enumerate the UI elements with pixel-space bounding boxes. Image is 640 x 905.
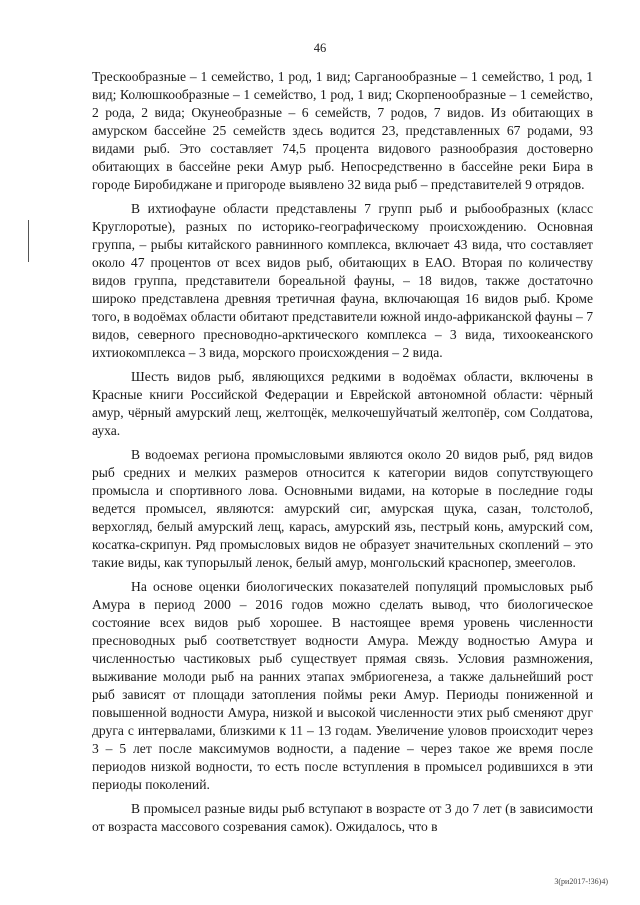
margin-mark: [28, 220, 29, 262]
paragraph-ichthyofauna-groups: В ихтиофауне области представлены 7 групп рыб и рыбообразных (класс Круглоротые), разных по историко-географическому происхождению. Основная группа, – рыбы китайского равнинного комплекса, включает 43 вида, что составляет около 47 процентов от всех видов рыб, обитающих в ЕАО. Вторая по количеству видов группа, представители бореальной фауны, – 18 видов, также достаточно широко представлена древняя третичная фауна, включающая 16 видов рыб. Кроме того, в водоёмах области обитают представители южной индо-африканской фауны – 7 видов, северного пресноводно-арктического комплекса – 3 вида, тихоокеанского ихтиокомплекса – 3 вида, морского происхождения – 2 вида.: [92, 201, 593, 360]
paragraph-fish-orders: Трескообразные – 1 семейство, 1 род, 1 вид; Сарганообразные – 1 семейство, 1 род, 1 вид; Колюшкообразные – 1 семейство, 1 род, 1 вид; Скорпенообразные – 1 семейство, 2 рода, 2 вида; Окунеобразные – 6 семейств, 7 родов, 7 видов. Из обитающих в амурском бассейне 25 семейств здесь водится 23, представленных 67 родами, 93 видами рыб. Это составляет 74,5 процента видового разнообразия достоверно обитающих в бассейне реки Амур рыб. Непосредственно в бассейне реки Бира в городе Биробиджане и пригороде выявлено 32 вида рыб – представителей 9 отрядов.: [92, 69, 593, 192]
paragraph-fishing-age: В промысел разные виды рыб вступают в возрасте от 3 до 7 лет (в зависимости от возраста массового созревания самок). Ожидалось, что в: [92, 801, 593, 834]
page-number: 46: [313, 41, 327, 55]
footer-document-code: 3(ри2017-!36)4): [554, 877, 608, 886]
document-body: [92, 68, 593, 842]
paragraph-rare-species: Шесть видов рыб, являющихся редкими в водоёмах области, включены в Красные книги Российской Федерации и Еврейской автономной области: чёрный амур, чёрный амурский лещ, желтощёк, мелкочешуйчатый желтопёр, сом Солдатова, ауха.: [92, 369, 593, 438]
paragraph-biological-state: На основе оценки биологических показателей популяций промысловых рыб Амура в период 2000 – 2016 годов можно сделать вывод, что биологическое состояние всех видов рыб хорошее. В настоящее время уровень численности пресноводных рыб соответствует водности Амура. Между водностью Амура и численностью частиковых рыб существует прямая связь. Условия размножения, выживание молоди рыб на ранних этапах эмбриогенеза, а также дальнейший рост рыб зависят от площади затопления поймы реки Амур. Периоды пониженной и повышенной водности Амура, низкой и высокой численности этих рыб сменяют друг друга с интервалами, близкими к 11 – 13 годам. Увеличение уловов происходит через 3 – 5 лет после максимумов водности, а падение – через такое же время после периодов низкой водности, то есть после вступления в промысел родившихся в эти периоды поколений.: [92, 579, 593, 792]
paragraph-commercial-species: В водоемах региона промысловыми являются около 20 видов рыб, ряд видов рыб средних и мелких размеров относится к категории видов сопутствующего промысла и спортивного лова. Основными видами, на которые в последние годы ведется промысел, являются: амурский сиг, амурская щука, сазан, толстолоб, верхогляд, белый амурский лещ, карась, амурский язь, пестрый конь, амурский сом, косатка-скрипун. Ряд промысловых видов не образует значительных скоплений – это такие виды, как тупорылый ленок, белый амур, монгольский краснопер, змееголов.: [92, 447, 593, 570]
